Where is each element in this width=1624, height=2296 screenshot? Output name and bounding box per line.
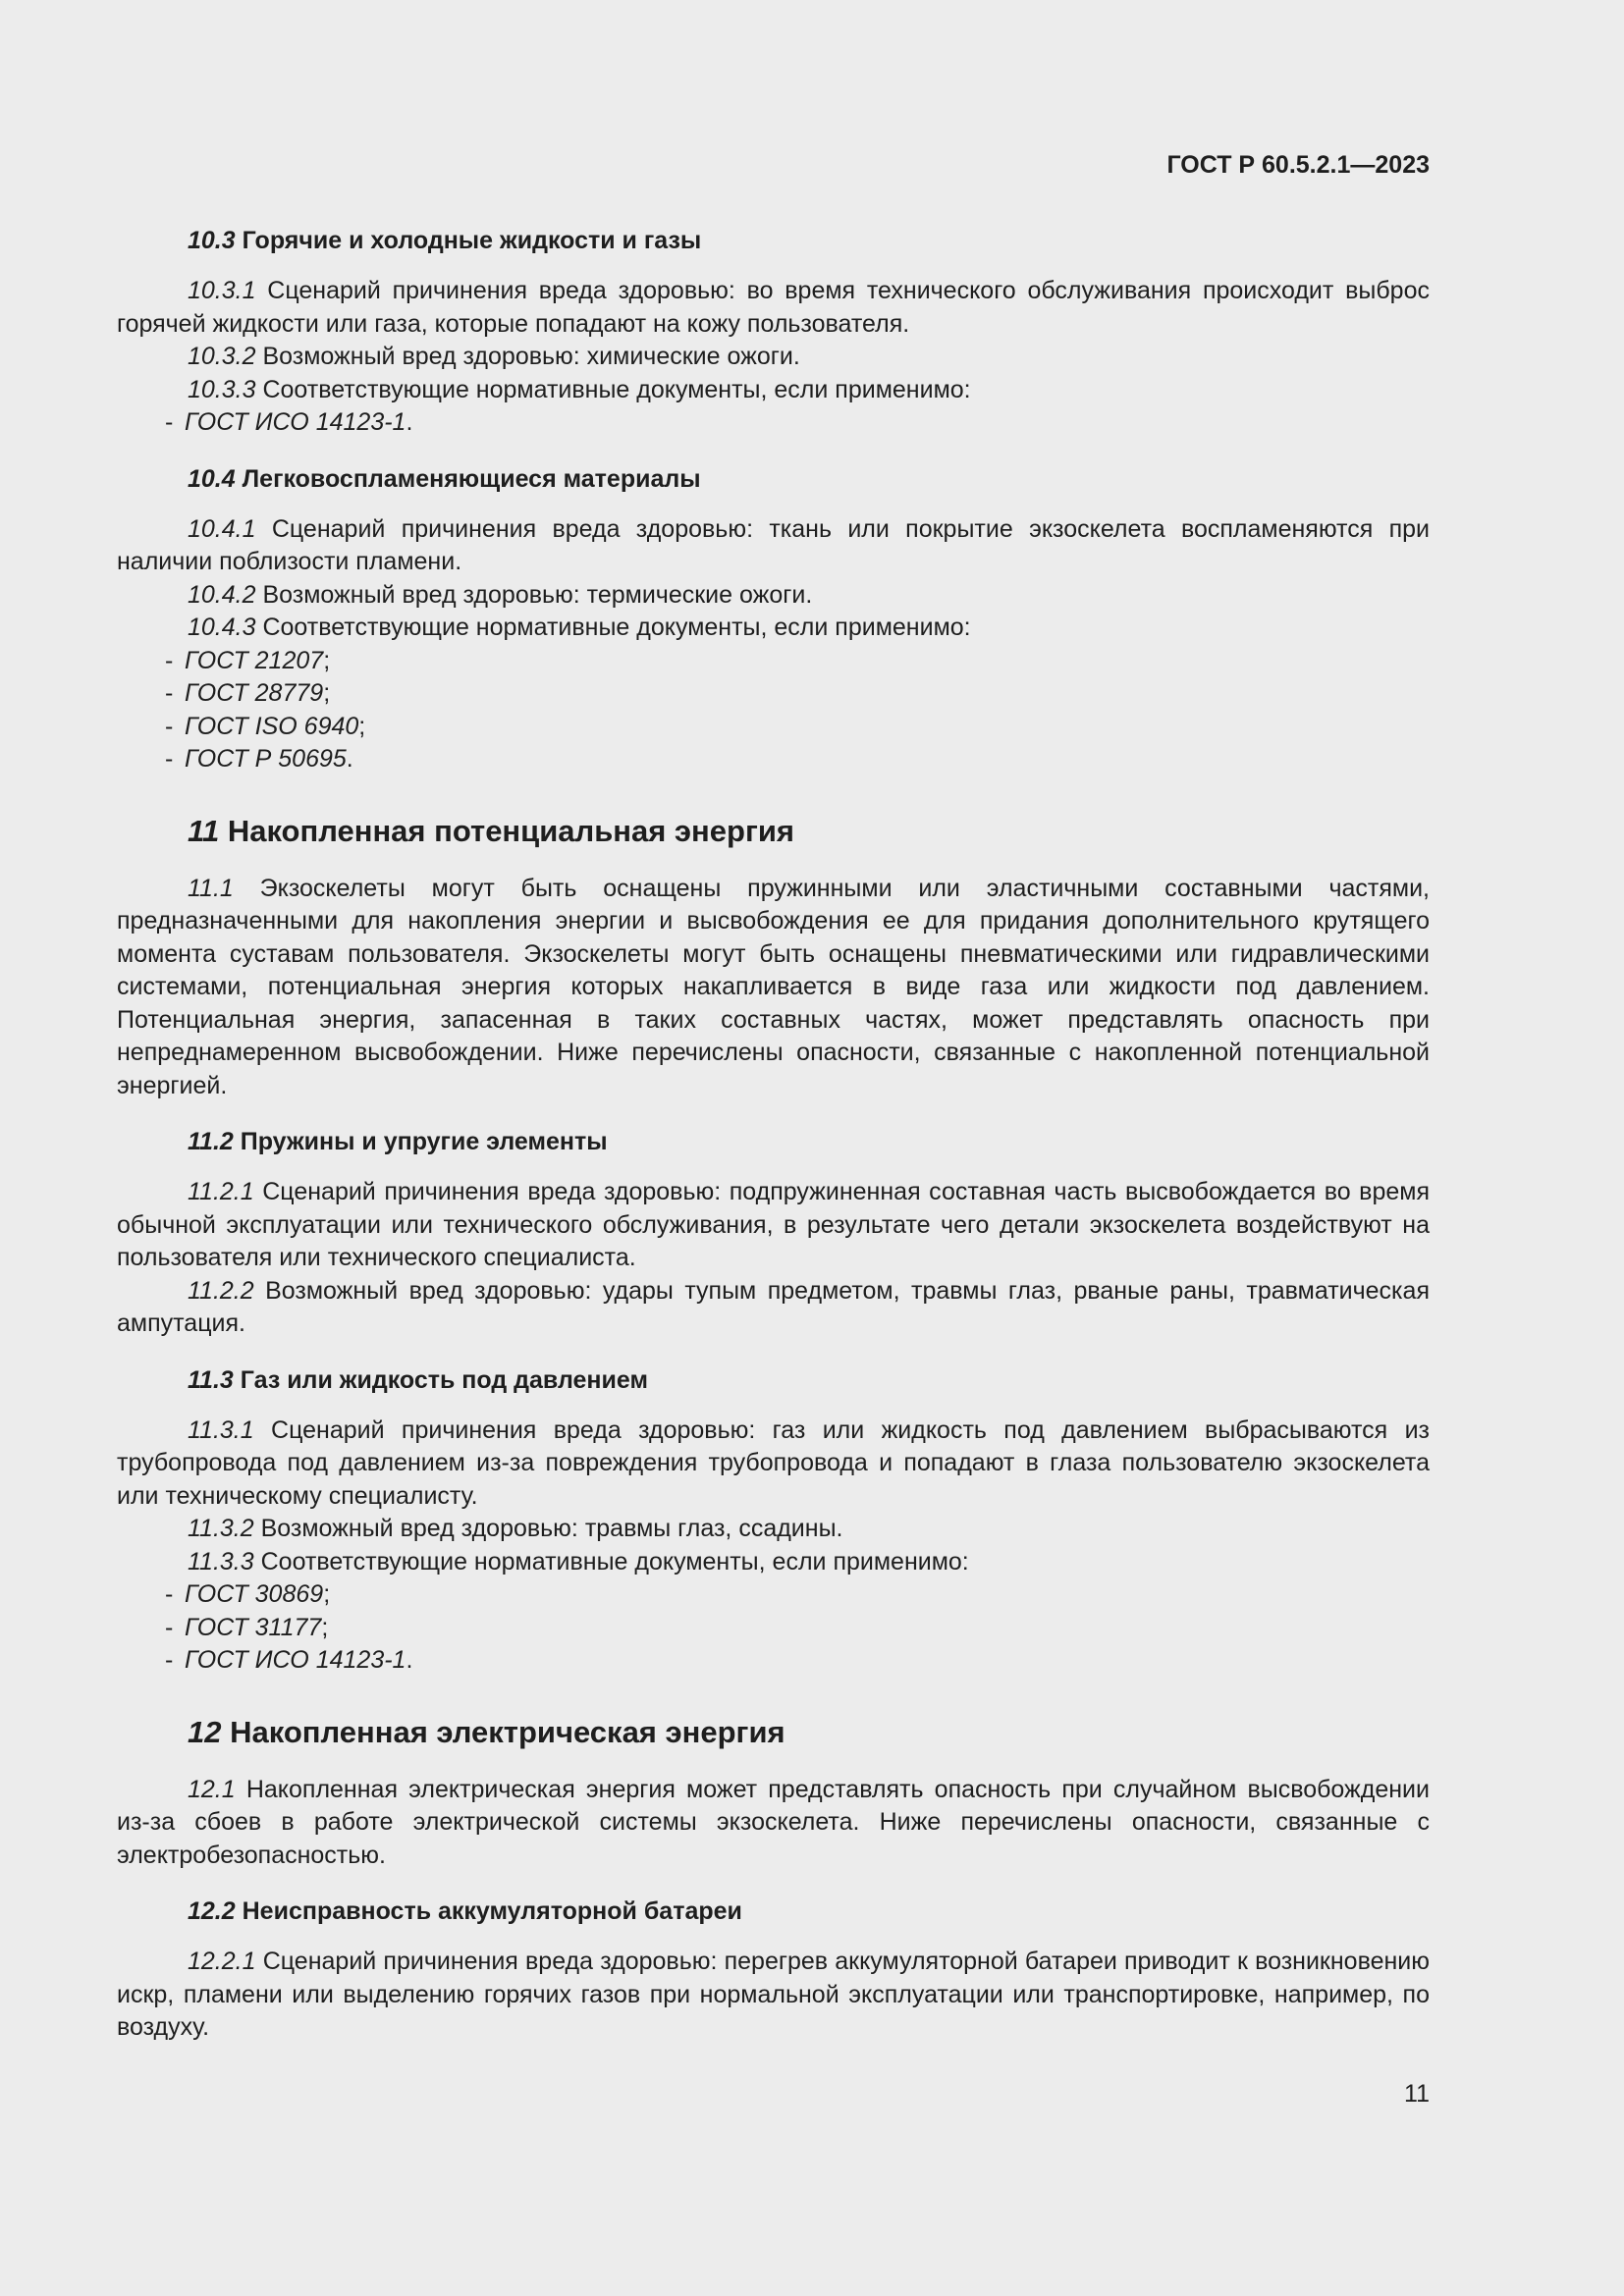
document-body: [117, 225, 1430, 2045]
document-id-header: ГОСТ Р 60.5.2.1—2023: [1166, 151, 1430, 179]
paragraph-12-2-1: 12.2.1 Сценарий причинения вреда здоровью: перегрев аккумуляторной батареи приводит к возникновению искр, пламени или выделению горячих газов при нормальной эксплуатации или транспортировке, например, по воздуху.: [117, 1948, 1431, 2041]
paragraph-10-4-1: 10.4.1 Сценарий причинения вреда здоровью: ткань или покрытие экзоскелета воспламеняются при наличии поблизости пламени.: [117, 514, 1430, 575]
paragraph-10-3-1: 10.3.1 Сценарий причинения вреда здоровью: во время технического обслуживания происходит выброс горячей жидкости или газа, которые попадают на кожу пользователя.: [117, 277, 1430, 338]
reference-list-item: - ГОСТ 30869;: [165, 1580, 331, 1608]
reference-list-item: - ГОСТ Р 50695.: [165, 745, 353, 773]
paragraph-12-1: 12.1 Накопленная электрическая энергия может представлять опасность при случайном высвобождении из-за сбоев в работе электрической системы экзоскелета. Ниже перечислены опасности, связанные с электробезопасностью.: [117, 1775, 1430, 1869]
reference-list-item: - ГОСТ ИСО 14123-1.: [165, 408, 413, 436]
reference-list-item: - ГОСТ 28779;: [165, 679, 331, 707]
page-number: 11: [1404, 2080, 1430, 2108]
paragraph-10-4-3: 10.4.3 Соответствующие нормативные документы, если применимо:: [188, 614, 971, 641]
subsection-heading-12-2: 12.2 Неисправность аккумуляторной батареи: [188, 1897, 742, 1925]
reference-list-item: - ГОСТ ISO 6940;: [165, 712, 366, 740]
reference-list-item: - ГОСТ 21207;: [165, 646, 331, 674]
section-heading-11: 11 Накопленная потенциальная энергия: [188, 813, 795, 848]
paragraph-11-3-2: 11.3.2 Возможный вред здоровью: травмы глаз, ссадины.: [188, 1515, 843, 1542]
subsection-heading-11-2: 11.2 Пружины и упругие элементы: [188, 1128, 608, 1155]
reference-list-item: - ГОСТ 31177;: [165, 1613, 329, 1641]
reference-list-item: - ГОСТ ИСО 14123-1.: [165, 1646, 413, 1674]
paragraph-11-2-1: 11.2.1 Сценарий причинения вреда здоровью: подпружиненная составная часть высвобождается во время обычной эксплуатации или технического обслуживания, в результате чего детали экзоскелета воздействуют на пользователя или технического специалиста.: [117, 1178, 1430, 1271]
paragraph-11-3-1: 11.3.1 Сценарий причинения вреда здоровью: газ или жидкость под давлением выбрасываются из трубопровода под давлением из-за повреждения трубопровода и попадают в глаза пользователю экзоскелета или техническому специалисту.: [117, 1415, 1430, 1510]
paragraph-10-3-2: 10.3.2 Возможный вред здоровью: химические ожоги.: [188, 343, 800, 370]
section-heading-12: 12 Накопленная электрическая энергия: [188, 1714, 785, 1749]
paragraph-10-3-3: 10.3.3 Соответствующие нормативные документы, если применимо:: [188, 375, 971, 403]
subsection-heading-11-3: 11.3 Газ или жидкость под давлением: [188, 1365, 648, 1394]
paragraph-11-1: 11.1 Экзоскелеты могут быть оснащены пружинными или эластичными составными частями, предназначенными для накопления энергии и высвобождения ее для придания дополнительного крутящего момента суставам пользователя. Экзоскелеты могут быть оснащены пневматическими или гидравлическими системами, потенциальная энергия которых накапливается в виде газа или жидкости под давлением. Потенциальная энергия, запасенная в таких составных частях, может представлять опасность при непреднамеренном высвобождении. Ниже перечислены опасности, связанные с накопленной потенциальной энергией.: [117, 874, 1430, 1099]
subsection-heading-10-3: 10.3 Горячие и холодные жидкости и газы: [188, 227, 702, 254]
subsection-heading-10-4: 10.4 Легковоспламеняющиеся материалы: [188, 464, 701, 493]
paragraph-10-4-2: 10.4.2 Возможный вред здоровью: термические ожоги.: [188, 580, 813, 609]
paragraph-11-3-3: 11.3.3 Соответствующие нормативные документы, если применимо:: [188, 1547, 969, 1575]
paragraph-11-2-2: 11.2.2 Возможный вред здоровью: удары тупым предметом, травмы глаз, рваные раны, травматическая ампутация.: [117, 1276, 1430, 1337]
